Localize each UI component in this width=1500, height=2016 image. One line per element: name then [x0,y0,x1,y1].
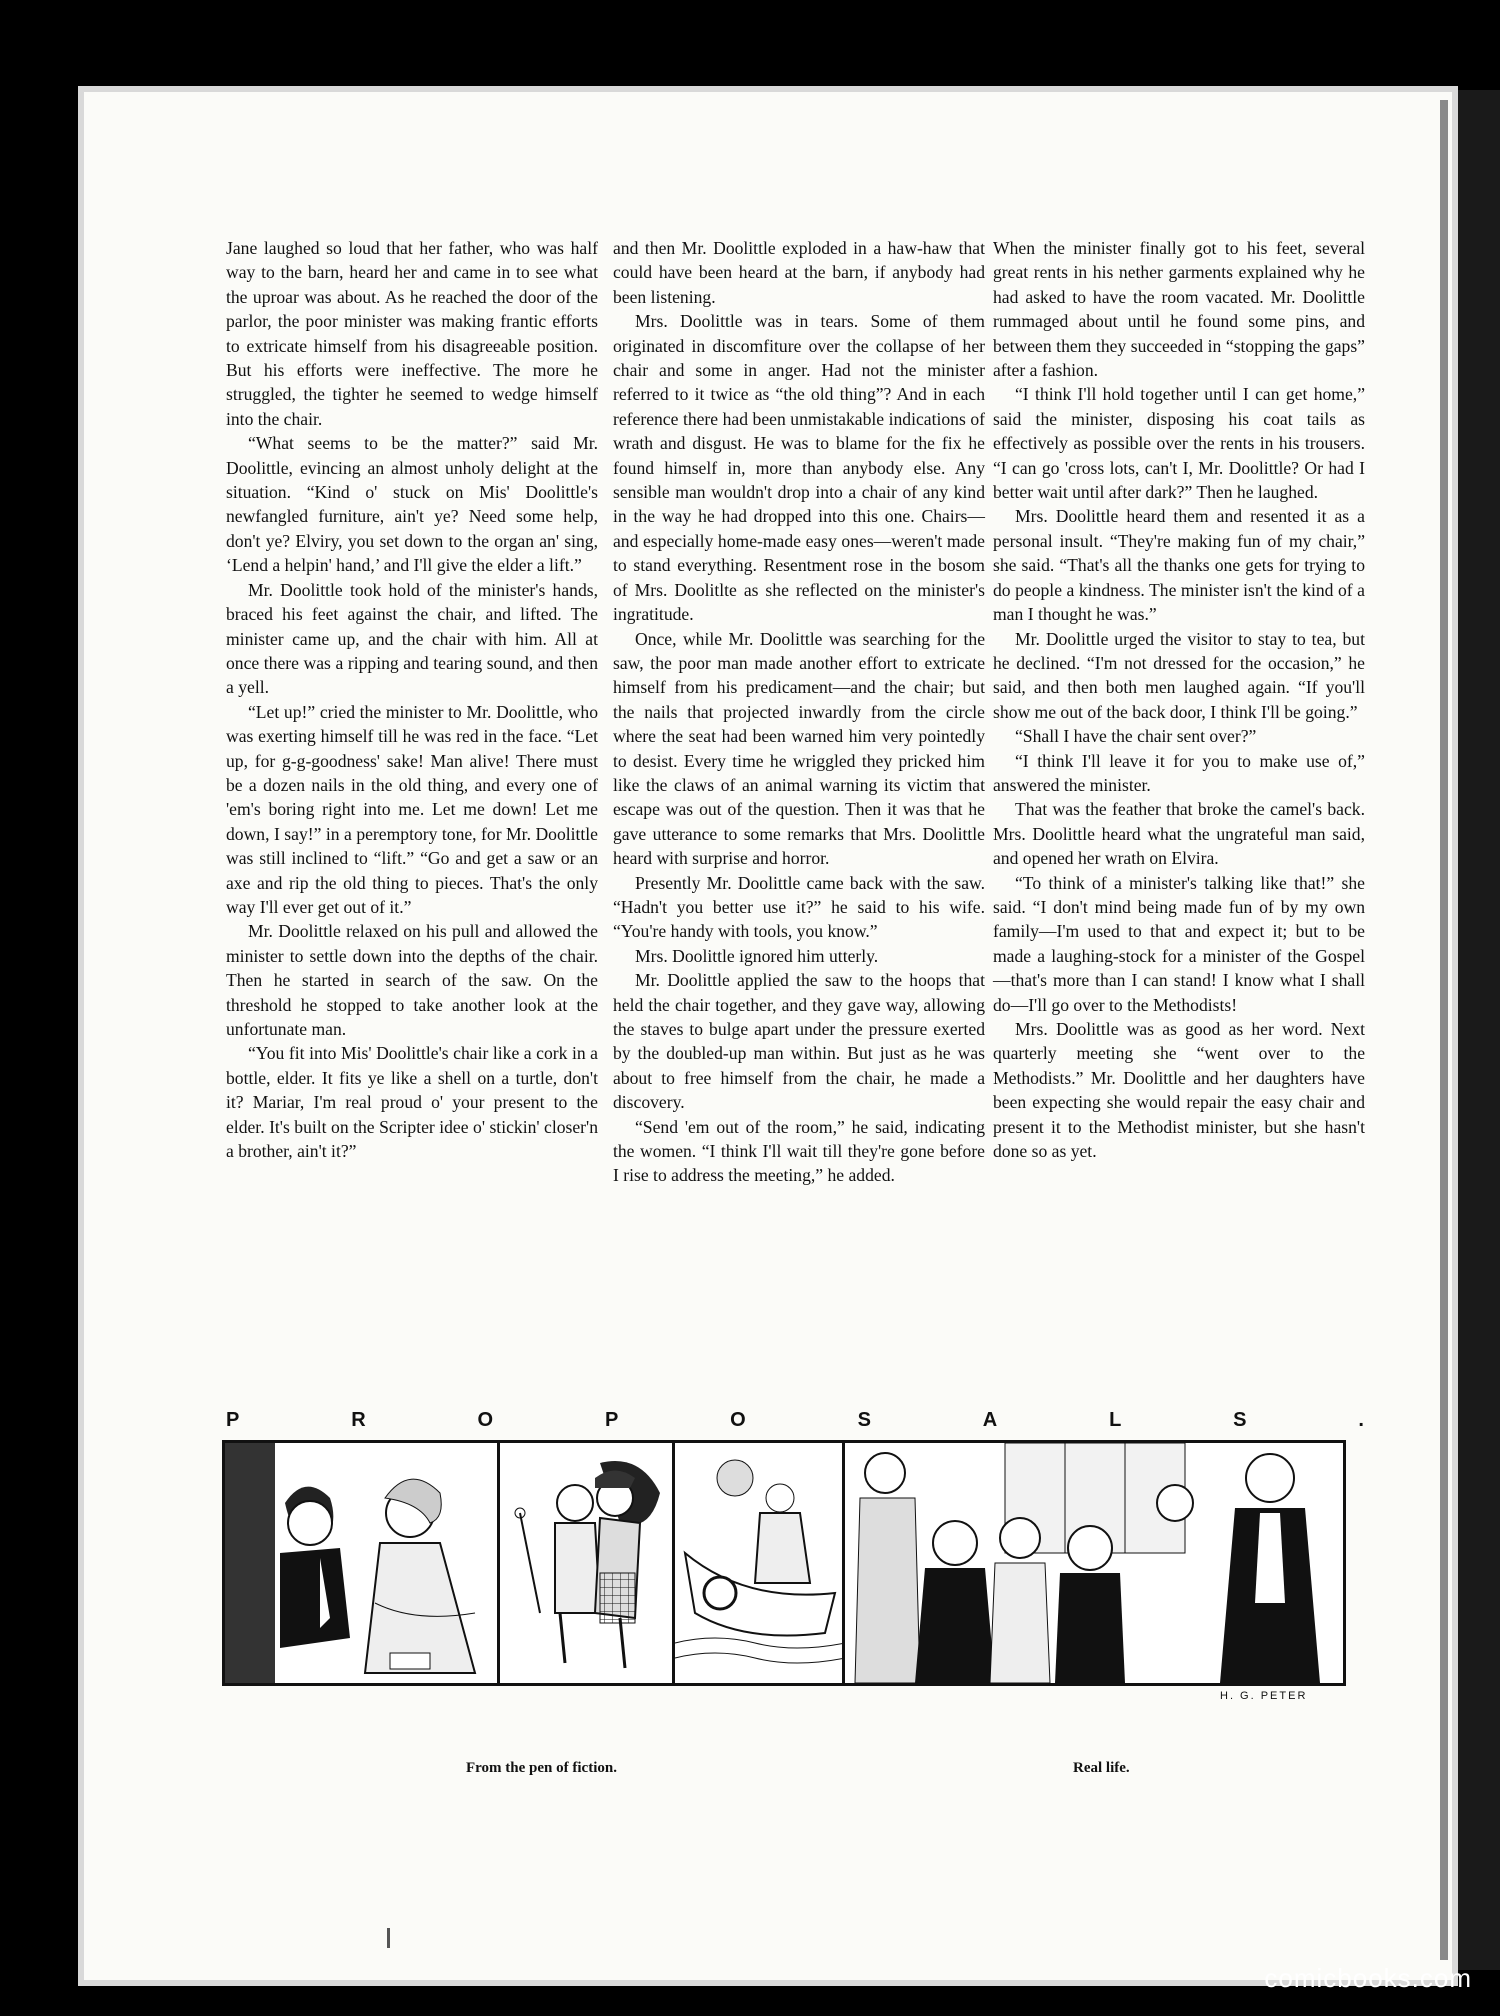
text-column-2 [613,236,985,1188]
site-watermark: comicbooks.com [1264,1963,1472,1993]
proposals-heading [226,1409,1366,1432]
heading-letter: S [857,1409,873,1431]
text-column-1 [226,236,598,1163]
cartoon-panel-couple [225,1443,500,1683]
heading-letter: O [477,1409,496,1431]
heading-letter: L [1109,1409,1124,1431]
paragraph: Mr. Doolittle applied the saw to the hoops that held the chair together, and they gave way, allowing the staves to bulge apart under the pressure exerted by the doubled-up man within. But just as he was about to free himself from the chair, he made a discovery. [613,970,985,1113]
heading-letter: P [604,1409,621,1431]
page-mark [387,1928,390,1948]
heading-letter: O [730,1409,748,1431]
caption-real-life: Real life. [1073,1760,1130,1776]
cartoon-panel-children [500,1443,675,1683]
heading-letter: R [351,1409,368,1431]
paragraph: Mr. Doolittle relaxed on his pull and allowed the minister to settle down into the depths of the chair. Then he started in search of the saw. On the threshold he stopped to take another look at the unfortunate man. [226,921,598,1039]
paragraph: Mr. Doolittle took hold of the minister's hands, braced his feet against the chair, and lifted. The minister came up, and the chair with him. All at once there was a ripping and tearing sound, and then a yell. [226,579,598,698]
paragraph: Once, while Mr. Doolittle was searching for the saw, the poor man made another effort to extricate himself from his predicament—and the chair; but the nails that projected inwardly from the circle where the seat had been warned him very pointedly to desist. Every time he wriggled they pricked him like the claws of an animal warning its victim that escape was out of the question. Then it was that he gave utterance to some remarks that Mrs. Doolittle heard with surprise and horror. [613,628,985,869]
caption-fiction: From the pen of fiction. [466,1760,617,1776]
paragraph: “You fit into Mis' Doolittle's chair like a cork in a bottle, elder. It fits ye like a shell on a turtle, don't it? Mariar, I'm real proud o' your present to the elder. It's built on the Scripter idee o' stickin' closer'n a brother, ain't it?” [226,1043,598,1162]
paragraph: “What seems to be the matter?” said Mr. Doolittle, evincing an almost unholy delight at the situation. “Kind o' stuck on Mis' Doolittle's newfangled furniture, ain't ye? Need some help, don't ye? Elviry, you set down to the organ an' sing, ‘Lend a helpin' hand,’ and I'll give the elder a lift.” [226,433,598,576]
paragraph: Mr. Doolittle urged the visitor to stay to tea, but he declined. “I'm not dressed for the occasion,” he said, and then both men laughed again. “If you'll show me out of the back door, I think I'll be going.” [993,628,1365,722]
paragraph: “Shall I have the chair sent over?” [1015,726,1257,747]
heading-letter: S [1233,1409,1249,1431]
paragraph: “Let up!” cried the minister to Mr. Doolittle, who was exerting himself till he was red in the face. “Let up, for g-g-goodness' sake! Man alive! There must be a dozen nails in the old thing, and every one of 'em's boring right into me. Let me down! Let me down, I say!” in a peremptory tone, for Mr. Doolittle was still inclined to “lift.” “Go and get a saw or an axe and rip the old thing to pieces. That's the only way I'll ever get out of it.” [226,701,598,917]
heading-letter: A [982,1409,1000,1431]
cartoon-panel-boat [675,1443,845,1683]
paragraph: Mrs. Doolittle was as good as her word. Next quarterly meeting she “went over to the Methodists.” Mr. Doolittle and her daughters have been expecting she would repair the easy chair and present it to the Methodist minister, but she hasn't done so as yet. [993,1019,1365,1162]
paragraph: Jane laughed so loud that her father, who was half way to the barn, heard her and came in to see what the uproar was about. As he reached the door of the parlor, the poor minister was making frantic efforts to extricate himself from his disagreeable position. But his efforts were ineffective. The more he struggled, the tighter he seemed to wedge himself into the chair. [226,238,598,429]
paragraph: “Send 'em out of the room,” he said, indicating the women. “I think I'll wait till they're gone before I rise to address the meeting,” he added. [613,1116,985,1186]
paragraph: That was the feather that broke the camel's back. Mrs. Doolittle heard what the ungrateful man said, and opened her wrath on Elvira. [993,799,1365,869]
paragraph: Mrs. Doolittle was in tears. Some of them originated in discomfiture over the collapse of her chair and some in anger. Had not the minister referred to it twice as “the old thing”? And in each reference there had been unmistakable indications of wrath and disgust. He was to blame for the fix he found himself in, more than anybody else. Any sensible man wouldn't drop into a chair of any kind in the way he had dropped into this one. Chairs—and especially home-made easy ones—weren't made to stand everything. Resentment rose in the bosom of Mrs. Doolitlte as she reflected on the minister's ingratitude. [613,311,985,625]
book-spine-shadow [1455,90,1500,1970]
paragraph: Mrs. Doolittle heard them and resented it as a personal insult. “They're making fun of my chair,” she said. “That's all the thanks one gets for trying to do people a kindness. The minister isn't the kind of a man I thought he was.” [993,506,1365,625]
paragraph: Mrs. Doolittle ignored him utterly. [635,945,879,966]
proposals-cartoon-strip [222,1440,1346,1686]
paragraph: “I think I'll hold together until I can get home,” said the minister, disposing his coat tails as effectively as possible over the rents in his trousers. “I can go 'cross lots, can't I, Mr. Doolittle? Or had I better wait until after dark?” Then he laughed. [993,384,1365,503]
paragraph: When the minister finally got to his feet, several great rents in his nether garments explained why he had asked to have the room vacated. Mr. Doolittle rummaged about until he found some pins, and between them they succeeded in “stopping the gaps” after a fashion. [993,238,1365,381]
paragraph: Presently Mr. Doolittle came back with the saw. “Hadn't you better use it?” he said to his wife. “You're handy with tools, you know.” [613,872,985,942]
heading-letter: . [1358,1409,1366,1431]
text-column-3 [993,236,1365,1163]
cartoon-panel-real-life [845,1443,1343,1683]
heading-letter: P [226,1409,242,1431]
paragraph: and then Mr. Doolittle exploded in a haw-haw that could have been heard at the barn, if anybody had been listening. [613,238,985,307]
paragraph: “To think of a minister's talking like that!” she said. “I don't mind being made fun of by my own family—I'm used to that and expect it; but to be made a laughing-stock for a minister of the Gospel—that's more than I can stand! I know what I shall do—I'll go over to the Methodists! [993,872,1365,1015]
page-edge [1440,100,1448,1960]
paragraph: “I think I'll leave it for you to make use of,” answered the minister. [993,750,1365,795]
artist-signature: H. G. PETER [1220,1690,1308,1702]
